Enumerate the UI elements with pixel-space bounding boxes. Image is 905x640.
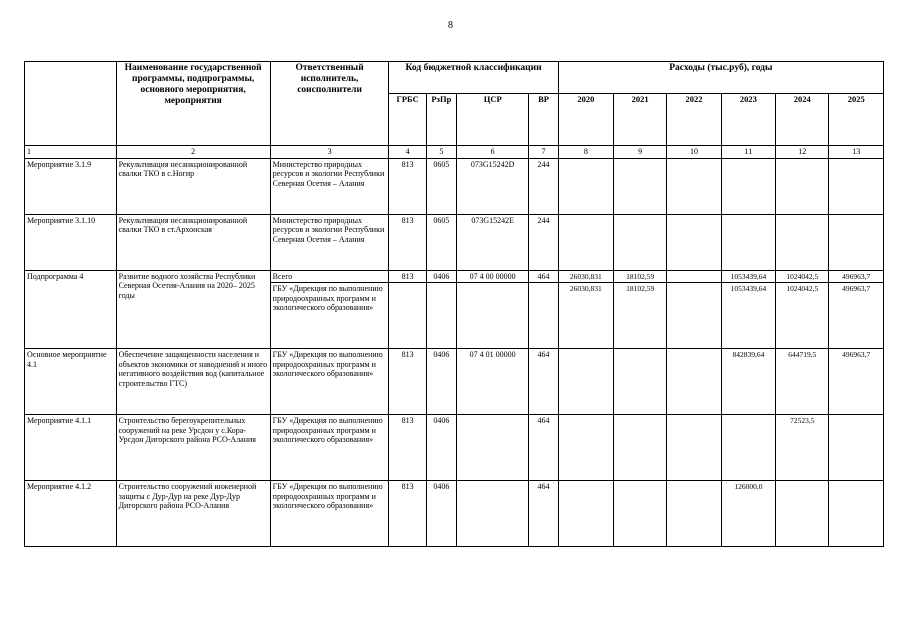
row-grbs: 813 [389, 214, 426, 270]
row-csr [456, 481, 528, 547]
row-csr: 07 4 01 00000 [456, 349, 528, 415]
row-responsible: ГБУ «Дирекция по выполнению природоохранных программ и экологического образования» [270, 283, 389, 349]
row-value-2021 [614, 349, 667, 415]
header-csr: ЦСР [456, 94, 528, 146]
row-value-2025: 496963,7 [829, 270, 884, 283]
header-rzpr: РзПр [426, 94, 456, 146]
row-vr: 244 [529, 214, 558, 270]
row-responsible: ГБУ «Дирекция по выполнению природоохранных программ и экологического образования» [270, 481, 389, 547]
row-rzpr: 0406 [426, 349, 456, 415]
header-year: 2024 [776, 94, 829, 146]
column-number: 2 [116, 146, 270, 159]
row-grbs: 813 [389, 481, 426, 547]
row-vr: 244 [529, 158, 558, 214]
row-grbs [389, 283, 426, 349]
row-csr: 07 4 00 00000 [456, 270, 528, 283]
row-vr: 464 [529, 270, 558, 283]
row-value-2024: 72523,5 [776, 415, 829, 481]
row-value-2024 [776, 481, 829, 547]
row-value-2021 [614, 481, 667, 547]
row-grbs: 813 [389, 270, 426, 283]
row-csr: 073G15242D [456, 158, 528, 214]
row-name: Обеспечение защищенности населения и объектов экономики от наводнений и иного негативного воздействия вод (капитальное строительство ГТС) [116, 349, 270, 415]
row-value-2023 [721, 158, 775, 214]
header-expenses: Расходы (тыс.руб), годы [558, 62, 883, 94]
row-value-2020: 26030,831 [558, 283, 613, 349]
row-rzpr: 0605 [426, 214, 456, 270]
row-grbs: 813 [389, 158, 426, 214]
table-row [25, 214, 884, 270]
row-value-2024: 1024042,5 [776, 270, 829, 283]
row-code: Мероприятие 4.1.1 [25, 415, 117, 481]
row-value-2023: 126000,0 [721, 481, 775, 547]
row-value-2023: 842839,64 [721, 349, 775, 415]
row-name: Рекультивация несанкционированной свалки ТКО в ст.Архонская [116, 214, 270, 270]
column-number: 1 [25, 146, 117, 159]
row-value-2021 [614, 415, 667, 481]
column-number: 12 [776, 146, 829, 159]
row-csr: 073G15242E [456, 214, 528, 270]
row-grbs: 813 [389, 415, 426, 481]
row-responsible: Министерство природных ресурсов и экологии Республики Северная Осетия – Алания [270, 158, 389, 214]
row-value-2022 [667, 349, 721, 415]
row-value-2023: 1053439,64 [721, 270, 775, 283]
row-name: Рекультивация несанкционированной свалки ТКО в с.Ногир [116, 158, 270, 214]
row-value-2021: 18102,59 [614, 270, 667, 283]
row-rzpr: 0406 [426, 415, 456, 481]
row-value-2020 [558, 415, 613, 481]
column-number-row [25, 146, 884, 159]
header-empty-cell [25, 62, 117, 146]
row-code: Мероприятие 4.1.2 [25, 481, 117, 547]
row-rzpr: 0406 [426, 270, 456, 283]
row-value-2020 [558, 349, 613, 415]
row-responsible: Министерство природных ресурсов и экологии Республики Северная Осетия – Алания [270, 214, 389, 270]
header-year: 2020 [558, 94, 613, 146]
row-value-2025: 496963,7 [829, 349, 884, 415]
column-number: 3 [270, 146, 389, 159]
row-value-2025 [829, 158, 884, 214]
row-value-2023 [721, 415, 775, 481]
header-responsible: Ответственный исполнитель, соисполнители [270, 62, 389, 146]
row-grbs: 813 [389, 349, 426, 415]
row-value-2025 [829, 481, 884, 547]
table-row [25, 415, 884, 481]
row-code: Мероприятие 3.1.10 [25, 214, 117, 270]
row-responsible: ГБУ «Дирекция по выполнению природоохранных программ и экологического образования» [270, 415, 389, 481]
row-name: Строительство сооружений инженерной защиты с Дур-Дур на реке Дур-Дур Дигорского района РСО-Алания [116, 481, 270, 547]
table-row [25, 158, 884, 214]
header-name: Наименование государственной программы, подпрограммы, основного мероприятия, мероприятия [116, 62, 270, 146]
header-row-1 [25, 62, 884, 94]
row-value-2025: 496963,7 [829, 283, 884, 349]
header-year: 2025 [829, 94, 884, 146]
table-row [25, 481, 884, 547]
table-row [25, 349, 884, 415]
row-value-2022 [667, 214, 721, 270]
row-responsible: ГБУ «Дирекция по выполнению природоохранных программ и экологического образования» [270, 349, 389, 415]
row-code: Мероприятие 3.1.9 [25, 158, 117, 214]
row-value-2024: 644719,5 [776, 349, 829, 415]
row-name: Развитие водного хозяйства Республики Северная Осетия-Алания на 2020– 2025 годы [116, 270, 270, 349]
row-value-2020 [558, 481, 613, 547]
row-value-2021 [614, 158, 667, 214]
row-vr [529, 283, 558, 349]
budget-table [24, 61, 884, 547]
row-value-2024 [776, 158, 829, 214]
table-row [25, 270, 884, 283]
column-number: 6 [456, 146, 528, 159]
row-vr: 464 [529, 481, 558, 547]
row-rzpr: 0605 [426, 158, 456, 214]
row-value-2022 [667, 158, 721, 214]
row-value-2022 [667, 270, 721, 283]
column-number: 7 [529, 146, 558, 159]
header-vr: ВР [529, 94, 558, 146]
row-value-2023: 1053439,64 [721, 283, 775, 349]
row-code: Подпрограмма 4 [25, 270, 117, 349]
row-name: Строительство берегоукрепительных сооружений на реке Урсдон у с.Кора-Урсдон Дигорского района РСО-Алания [116, 415, 270, 481]
column-number: 8 [558, 146, 613, 159]
row-value-2023 [721, 214, 775, 270]
row-value-2020 [558, 214, 613, 270]
row-vr: 464 [529, 415, 558, 481]
column-number: 13 [829, 146, 884, 159]
row-value-2025 [829, 214, 884, 270]
row-code: Основное мероприятие 4.1 [25, 349, 117, 415]
header-year: 2022 [667, 94, 721, 146]
row-csr [456, 283, 528, 349]
column-number: 9 [614, 146, 667, 159]
row-value-2025 [829, 415, 884, 481]
column-number: 4 [389, 146, 426, 159]
page-number: 8 [448, 20, 453, 31]
row-rzpr [426, 283, 456, 349]
row-responsible-total: Всего [270, 270, 389, 283]
row-value-2020: 26030,831 [558, 270, 613, 283]
column-number: 5 [426, 146, 456, 159]
column-number: 10 [667, 146, 721, 159]
header-year: 2021 [614, 94, 667, 146]
row-value-2021 [614, 214, 667, 270]
header-year: 2023 [721, 94, 775, 146]
row-vr: 464 [529, 349, 558, 415]
header-grbs: ГРБС [389, 94, 426, 146]
row-value-2021: 18102,59 [614, 283, 667, 349]
row-value-2024: 1024042,5 [776, 283, 829, 349]
row-value-2024 [776, 214, 829, 270]
row-value-2022 [667, 283, 721, 349]
row-rzpr: 0406 [426, 481, 456, 547]
row-value-2020 [558, 158, 613, 214]
row-csr [456, 415, 528, 481]
row-value-2022 [667, 481, 721, 547]
header-budget-code: Код бюджетной классификации [389, 62, 558, 94]
column-number: 11 [721, 146, 775, 159]
row-value-2022 [667, 415, 721, 481]
